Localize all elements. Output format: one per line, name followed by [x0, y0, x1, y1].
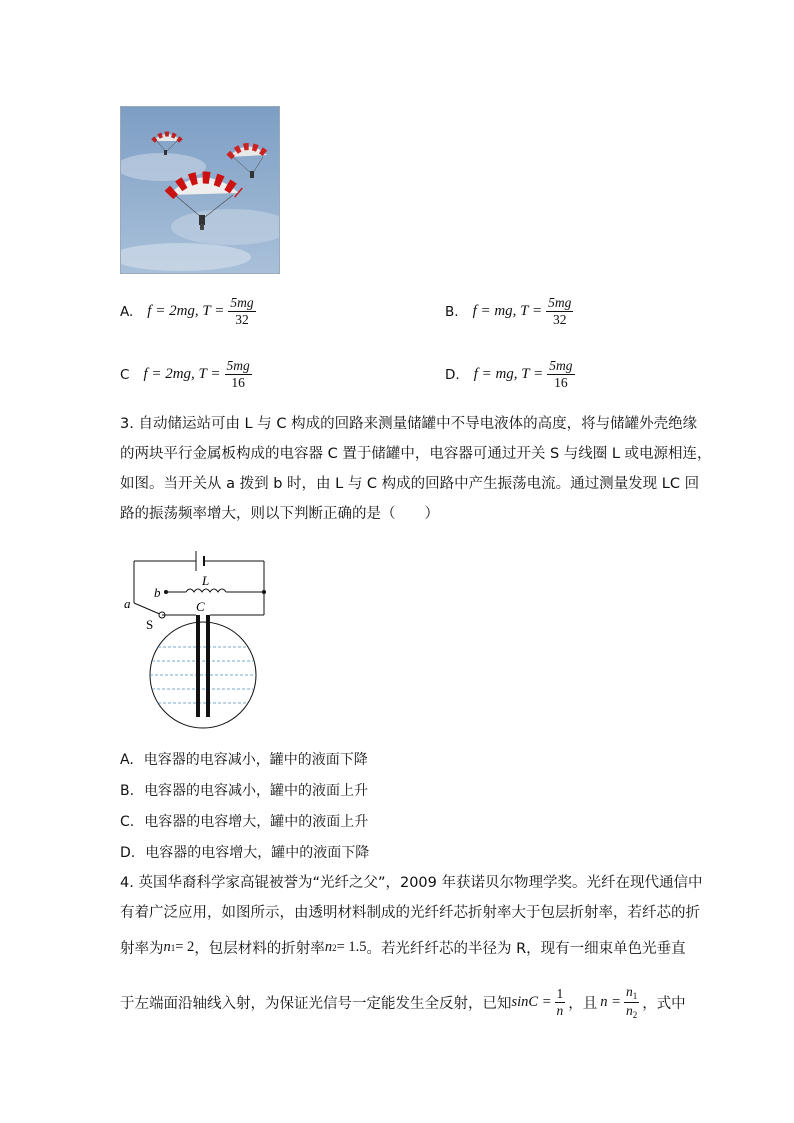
- label-a: a: [124, 596, 131, 611]
- option-a[interactable]: A. f = 2mg, T = $\frac{5mg}{32}$: [120, 295, 254, 328]
- q4-line-1: 4. 英国华裔科学家高锟被誉为“光纤之父”，2009 年获诺贝尔物理学奖。光纤在现代通信中: [120, 875, 703, 891]
- option-d[interactable]: D. f = mg, T = $\frac{5mg}{16}$: [445, 358, 573, 391]
- option-b-formula: f = mg, T =: [472, 303, 543, 320]
- label-inductor: L: [202, 573, 210, 588]
- option-c-formula: f = 2mg, T =: [143, 366, 221, 383]
- q3-line-3: 如图。当开关从 a 拨到 b 时，由 L 与 C 构成的回路中产生振荡电流。通过测量发现 LC 回: [120, 476, 700, 492]
- option-d-formula: f = mg, T =: [473, 366, 544, 383]
- label-capacitor: C: [196, 599, 205, 614]
- fraction: $\frac{5mg}{16}$: [226, 358, 250, 391]
- option-b[interactable]: B. f = mg, T = $\frac{5mg}{32}$: [445, 295, 572, 328]
- q3-line-4: 路的振荡频率增大，则以下判断正确的是（ ）: [120, 506, 439, 522]
- q3-line-1: 3. 自动储运站可由 L 与 C 构成的回路来测量储罐中不导电液体的高度，将与储罐外壳绝缘: [120, 416, 698, 432]
- fraction: $\frac{5mg}{32}$: [548, 295, 572, 328]
- label-b: b: [154, 585, 161, 600]
- option-a-formula: f = 2mg, T =: [147, 303, 225, 320]
- option-c[interactable]: C f = 2mg, T = $\frac{5mg}{16}$: [120, 358, 250, 391]
- q4-line-4: 于左端面沿轴线入射，为保证光信号一定能发生全反射，已知 sinC = $\frac{1}{n}$ ，且 n = $\frac{n_1}{n_2}$ ，式中: [120, 984, 686, 1021]
- parachute-photo: [120, 106, 280, 274]
- q3-choice-c[interactable]: C. 电容器的电容增大，罐中的液面上升: [120, 814, 369, 830]
- fraction: $\frac{5mg}{16}$: [549, 358, 573, 391]
- q4-line-3: 射率为 n 1 = 2 ，包层材料的折射率 n 2 = 1.5 。若光纤纤芯的半径为 R，现有一细束单色光垂直: [120, 939, 686, 957]
- fraction-n1-over-n2: $\frac{n_1}{n_2}$: [625, 984, 638, 1021]
- fraction-one-over-n: $\frac{1}{n}$: [556, 986, 564, 1019]
- lc-circuit-diagram: [118, 545, 278, 735]
- q3-line-2: 的两块平行金属板构成的电容器 C 置于储罐中，电容器可通过开关 S 与线圈 L 或电源相连，: [120, 446, 712, 462]
- fraction: $\frac{5mg}{32}$: [230, 295, 254, 328]
- q3-choice-b[interactable]: B. 电容器的电容减小，罐中的液面上升: [120, 783, 369, 799]
- label-switch: S: [146, 617, 154, 632]
- q3-choice-a[interactable]: A. 电容器的电容减小，罐中的液面下降: [120, 752, 368, 768]
- q3-choice-d[interactable]: D. 电容器的电容增大，罐中的液面下降: [120, 845, 370, 861]
- q4-line-2: 有着广泛应用，如图所示，由透明材料制成的光纤纤芯折射率大于包层折射率，若纤芯的折: [120, 905, 700, 921]
